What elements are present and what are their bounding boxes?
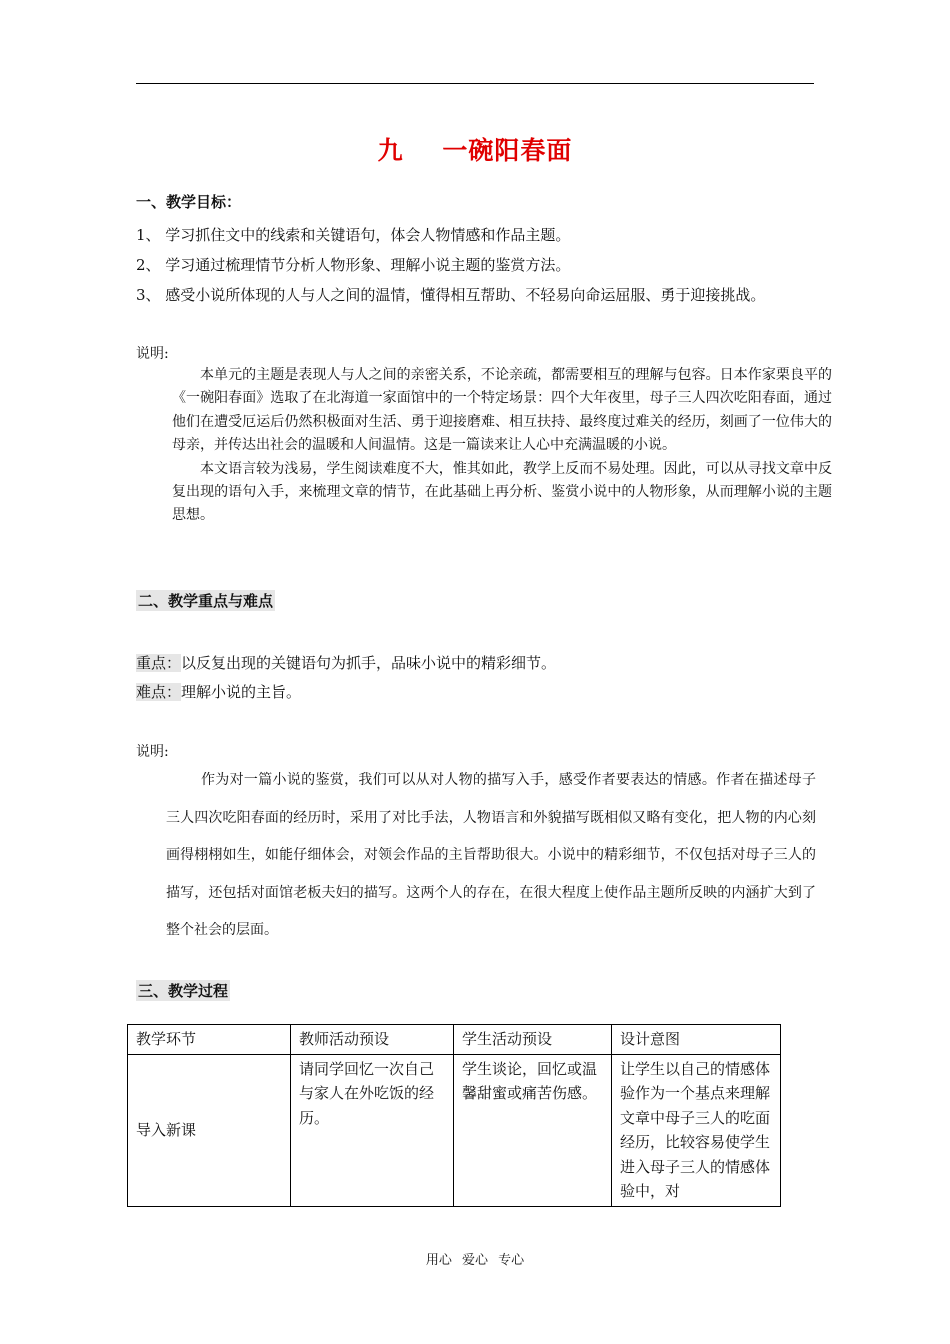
table-cell-student: 学生谈论，回忆或温馨甜蜜或痛苦伤感。 (454, 1054, 612, 1206)
note-body: 作为对一篇小说的鉴赏，我们可以从对人物的描写入手，感受作者要表达的情感。作者在描述母子三人四次吃阳春面的经历时，采用了对比手法，人物语言和外貌描写既相似又略有变化，把人物的内心刻画得栩栩如生，如能仔细体会，对领会作品的主旨帮助很大。小说中的精彩细节，不仅包括对母子三人的描写，还包括对面馆老板夫妇的描写。这两个人的存在，在很大程度上使作品主题所反映的内涵扩大到了整个社会的层面。 (166, 772, 816, 938)
difficulty-label: 难点： (136, 683, 182, 701)
process-table (127, 1024, 781, 1207)
key-point-label: 重点： (136, 654, 182, 672)
table-header-cell: 教学环节 (128, 1025, 291, 1055)
table-cell-intent: 让学生以自己的情感体验作为一个基点来理解文章中母子三人的吃面经历，比较容易使学生进入母子三人的情感体验中，对 (612, 1054, 781, 1206)
section-heading-goals: 一、教学目标： (136, 193, 242, 211)
table-header-row (128, 1025, 781, 1055)
table-header-cell: 学生活动预设 (454, 1025, 612, 1055)
note-body (172, 364, 832, 528)
table-cell-teacher: 请同学回忆一次自己与家人在外吃饭的经历。 (291, 1054, 454, 1206)
table-row (128, 1054, 781, 1206)
goal-item: 2、 学习通过梳理情节分析人物形象、理解小说主题的鉴赏方法。 (136, 256, 571, 274)
section-heading-focus: 二、教学重点与难点 (138, 592, 274, 610)
note-paragraph: 本文语言较为浅易，学生阅读难度不大，惟其如此，教学上反而不易处理。因此，可以从寻找文章中反复出现的语句入手，来梳理文章的情节，在此基础上再分析、鉴赏小说中的人物形象，从而理解小说的主题思想。 (172, 460, 832, 524)
page-title: 九 一碗阳春面 (377, 136, 573, 165)
goal-item: 3、 感受小说所体现的人与人之间的温情，懂得相互帮助、不轻易向命运屈服、勇于迎接挑战。 (136, 286, 766, 304)
note-label: 说明: (136, 744, 169, 760)
difficulty-point (136, 681, 301, 702)
difficulty-text: 理解小说的主旨。 (181, 683, 302, 701)
page-footer: 用心 爱心 专心 (425, 1253, 525, 1268)
note-paragraph: 本单元的主题是表现人与人之间的亲密关系，不论亲疏，都需要相互的理解与包容。日本作家栗良平的《一碗阳春面》选取了在北海道一家面馆中的一个特定场景：四个大年夜里，母子三人四次吃阳春面，通过他们在遭受厄运后仍然积极面对生活、勇于迎接磨难、相互扶持、最终度过难关的经历，刻画了一位伟大的母亲，并传达出社会的温暖和人间温情。这是一篇读来让人心中充满温暖的小说。 (172, 367, 832, 454)
section-heading-process: 三、教学过程 (138, 982, 229, 1000)
table-cell-stage: 导入新课 (128, 1054, 291, 1206)
key-point-text: 以反复出现的关键语句为抓手，品味小说中的精彩细节。 (181, 654, 557, 672)
table-header-cell: 设计意图 (612, 1025, 781, 1055)
header-rule (136, 83, 814, 84)
note-label: 说明: (136, 346, 169, 362)
goal-item: 1、 学习抓住文中的线索和关键语句，体会人物情感和作品主题。 (136, 226, 571, 244)
table-header-cell: 教师活动预设 (291, 1025, 454, 1055)
key-point (136, 652, 556, 673)
